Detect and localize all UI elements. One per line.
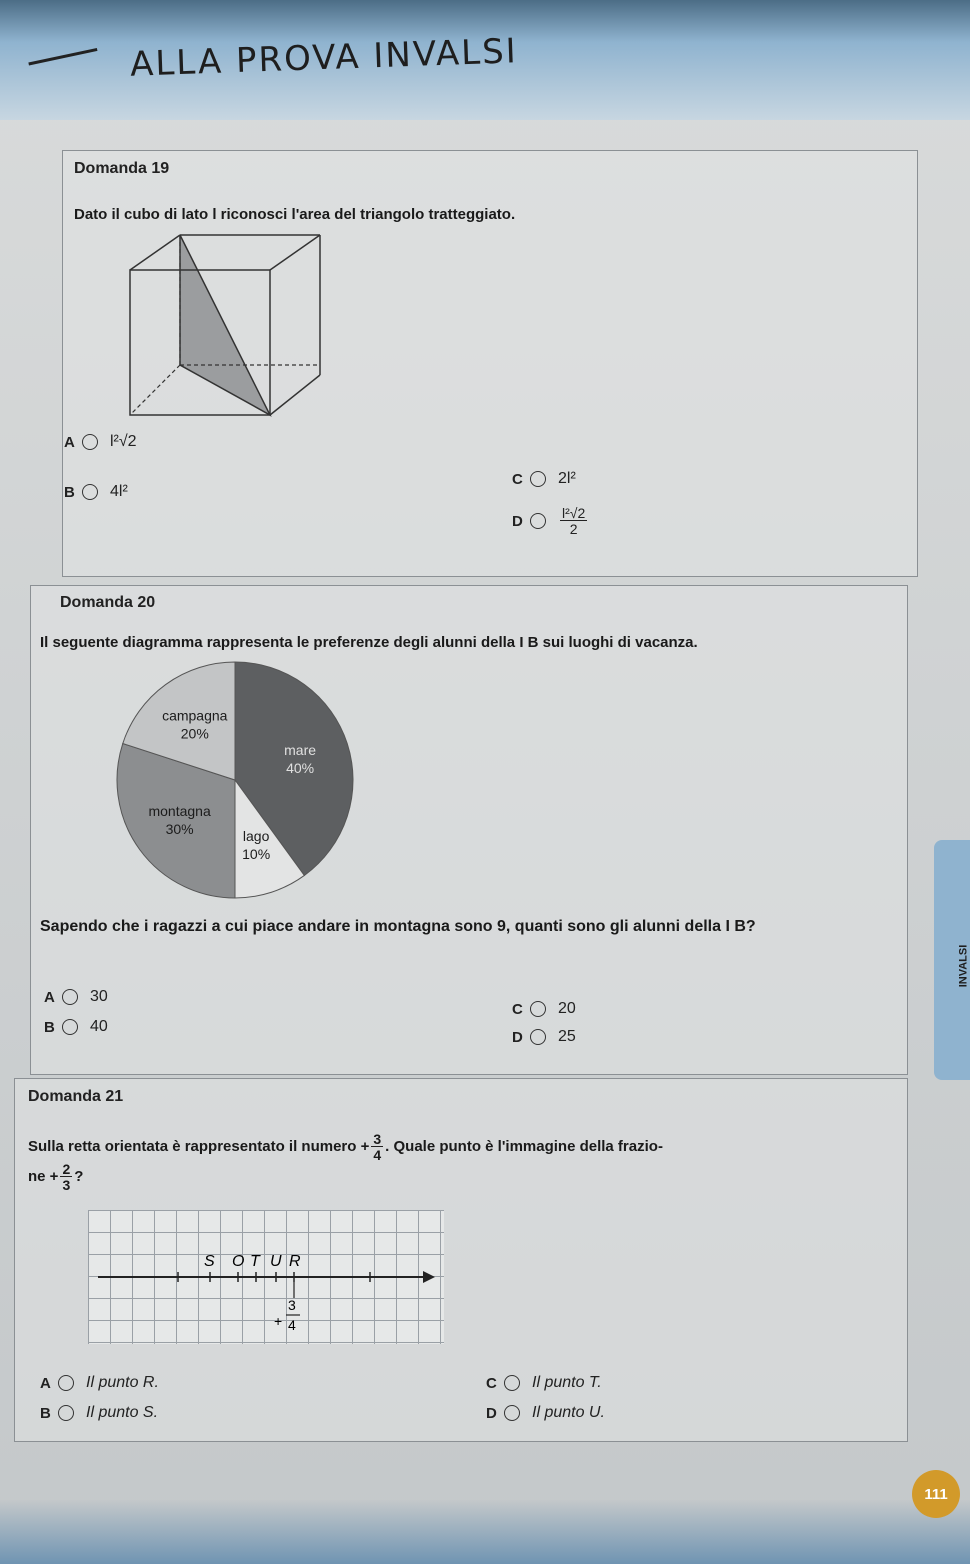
cube-figure [120, 225, 330, 425]
radio-circle[interactable] [530, 471, 546, 487]
page-number: 111 [912, 1470, 960, 1518]
radio-circle[interactable] [530, 1001, 546, 1017]
q21-option-c[interactable]: C Il punto T. [486, 1374, 602, 1392]
pie-value-campagna: 20% [180, 725, 209, 742]
fraction: $\frac{\text{l²√2}}{2}$ [562, 505, 586, 537]
q21-option-a[interactable]: A Il punto R. [40, 1374, 159, 1392]
footer-band [0, 1500, 970, 1564]
shaded-triangle [180, 235, 270, 415]
radio-circle[interactable] [62, 1019, 78, 1035]
pie-label-mare: mare [284, 741, 317, 758]
fraction: $\frac{2}{3}$ [62, 1161, 71, 1194]
pie-label-campagna: campagna [162, 707, 228, 724]
arrow-icon [423, 1271, 435, 1283]
pie-value-lago: 10% [242, 846, 271, 863]
question-20-title: Domanda 20 [60, 594, 156, 611]
question-20-question: Sapendo che i ragazzi a cui piace andare in montagna sono 9, quanti sono gli alunni della I B? [40, 918, 756, 935]
number-line [88, 1210, 444, 1344]
question-21-text: Sulla retta orientata è rappresentato il numero + $\frac{3}{4}$ . Quale punto è l'immagine della frazio- ne + $\frac{2}{3}$ ? [28, 1131, 663, 1194]
cube-hidden-edge [130, 365, 180, 415]
q21-option-d[interactable]: D Il punto U. [486, 1404, 605, 1422]
radio-circle[interactable] [504, 1405, 520, 1421]
q20-option-b[interactable]: B 40 [44, 1018, 108, 1036]
point-label-u: U [270, 1253, 282, 1270]
q19-option-c[interactable]: C 2l² [512, 470, 576, 488]
pie-label-lago: lago [242, 828, 270, 845]
cube-edge [270, 375, 320, 415]
point-label-o: O [232, 1253, 245, 1270]
pie-chart [110, 660, 360, 900]
pie-value-montagna: 30% [165, 821, 194, 838]
question-19-title: Domanda 19 [74, 160, 170, 177]
q19-option-a[interactable]: A l²√2 [64, 433, 137, 451]
side-tab-label: INVALSI [957, 944, 970, 988]
pie-label-montagna: montagna [148, 803, 211, 820]
q20-option-d[interactable]: D 25 [512, 1028, 576, 1046]
question-21-title: Domanda 21 [28, 1088, 124, 1105]
mark-plus: + [274, 1313, 283, 1329]
q19-option-d[interactable]: D $\frac{\text{l²√2}}{2}$ [512, 505, 586, 537]
page-title: ALLA PROVA INVALSI [129, 31, 519, 85]
q20-option-c[interactable]: C 20 [512, 1000, 576, 1018]
radio-circle[interactable] [530, 1029, 546, 1045]
radio-circle[interactable] [82, 434, 98, 450]
side-tab [934, 840, 970, 1080]
question-20-text: Il seguente diagramma rappresenta le preferenze degli alunni della I B sui luoghi di vacanza. [40, 634, 698, 651]
cube-edge [130, 235, 180, 270]
point-label-t: T [250, 1253, 260, 1270]
question-19-text: Dato il cubo di lato l riconosci l'area del triangolo tratteggiato. [74, 206, 516, 223]
radio-circle[interactable] [82, 484, 98, 500]
q19-option-b[interactable]: B 4l² [64, 483, 128, 501]
radio-circle[interactable] [504, 1375, 520, 1391]
radio-circle[interactable] [530, 513, 546, 529]
fraction: $\frac{3}{4}$ [373, 1131, 382, 1164]
cube-edge [270, 235, 320, 270]
pie-value-mare: 40% [286, 759, 315, 776]
q20-option-a[interactable]: A 30 [44, 988, 108, 1006]
radio-circle[interactable] [58, 1375, 74, 1391]
mark-fraction-num: 3 [288, 1297, 296, 1313]
point-label-r: R [289, 1253, 301, 1270]
point-label-s: S [204, 1253, 215, 1270]
q21-option-b[interactable]: B Il punto S. [40, 1404, 159, 1422]
mark-fraction-den: 4 [288, 1317, 296, 1333]
radio-circle[interactable] [62, 989, 78, 1005]
radio-circle[interactable] [58, 1405, 74, 1421]
